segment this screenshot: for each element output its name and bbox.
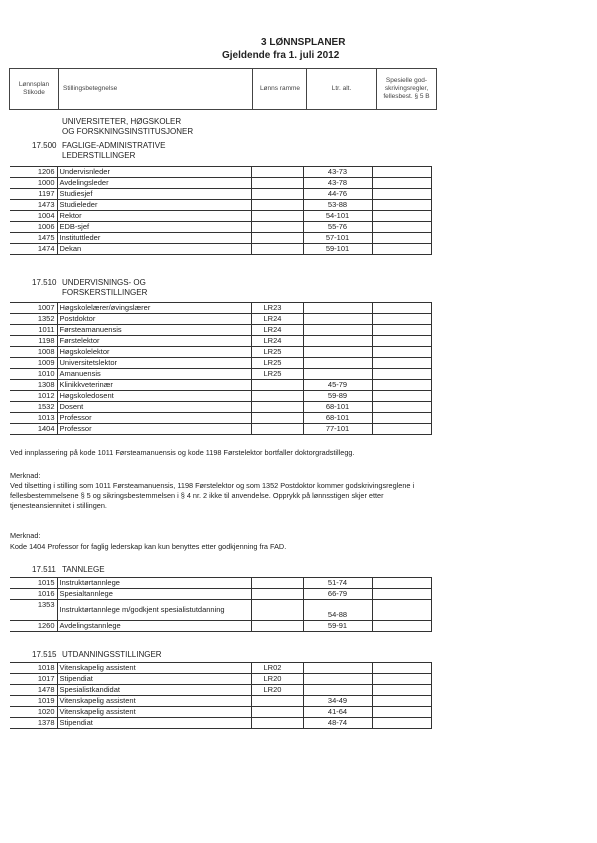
row-title: Vitenskapelig assistent	[57, 696, 251, 707]
row-lonnsramme	[251, 578, 303, 589]
table-row	[10, 178, 431, 189]
row-ltr: 57-101	[303, 233, 372, 244]
row-ltr: 54-101	[303, 211, 372, 222]
row-code: 1004	[10, 211, 57, 222]
page-title: 3 LØNNSPLANER	[261, 37, 346, 48]
section1-title: UNIVERSITETER, HØGSKOLER OG FORSKNINGSINSTITUSJONER	[62, 117, 194, 136]
row-lonnsramme: LR25	[251, 358, 303, 369]
row-code: 1013	[10, 413, 57, 424]
row-lonnsramme	[251, 211, 303, 222]
row-ltr	[303, 347, 372, 358]
row-lonnsramme	[251, 233, 303, 244]
table-row	[10, 222, 431, 233]
table-row	[10, 663, 431, 674]
table-row	[10, 303, 431, 314]
table-row	[10, 336, 431, 347]
col-lonnsplan: Lønnsplan Stikode	[10, 69, 59, 109]
row-ltr	[303, 369, 372, 380]
row-title: Instruktørtannlege	[57, 578, 251, 589]
table-row	[10, 380, 431, 391]
row-lonnsramme	[251, 222, 303, 233]
table-row	[10, 200, 431, 211]
row-ltr	[303, 685, 372, 696]
row-spesielle	[372, 621, 431, 632]
row-lonnsramme: LR20	[251, 685, 303, 696]
note-3-label: Merknad:	[10, 531, 41, 540]
table-row	[10, 325, 431, 336]
table-row	[10, 718, 431, 729]
row-code: 1015	[10, 578, 57, 589]
row-spesielle	[372, 211, 431, 222]
row-ltr	[303, 325, 372, 336]
col-ltr: Ltr. alt.	[307, 69, 377, 109]
table-row	[10, 391, 431, 402]
table-row	[10, 314, 431, 325]
row-code: 1353	[10, 600, 57, 621]
row-title: Høgskolelektor	[57, 347, 251, 358]
section2-code: 17.510	[32, 278, 57, 287]
row-ltr: 59-101	[303, 244, 372, 255]
table-teaching	[10, 302, 432, 435]
row-title: Spesialistkandidat	[57, 685, 251, 696]
row-ltr	[303, 336, 372, 347]
row-title: Vitenskapelig assistent	[57, 663, 251, 674]
table-row	[10, 600, 431, 621]
row-ltr: 59-89	[303, 391, 372, 402]
row-title: Dekan	[57, 244, 251, 255]
row-spesielle	[372, 600, 431, 621]
row-lonnsramme	[251, 391, 303, 402]
row-title: Dosent	[57, 402, 251, 413]
row-spesielle	[372, 200, 431, 211]
row-ltr: 54-88	[303, 600, 372, 621]
row-title: Studiesjef	[57, 189, 251, 200]
row-title: Stipendiat	[57, 674, 251, 685]
row-spesielle	[372, 222, 431, 233]
row-ltr	[303, 314, 372, 325]
row-lonnsramme	[251, 413, 303, 424]
row-lonnsramme: LR24	[251, 325, 303, 336]
row-spesielle	[372, 358, 431, 369]
row-lonnsramme: LR20	[251, 674, 303, 685]
row-lonnsramme: LR25	[251, 347, 303, 358]
row-spesielle	[372, 369, 431, 380]
row-title: Stipendiat	[57, 718, 251, 729]
row-lonnsramme: LR02	[251, 663, 303, 674]
section3-code: 17.511	[32, 565, 56, 574]
row-title: Undervisnleder	[57, 167, 251, 178]
row-spesielle	[372, 685, 431, 696]
row-title: Professor	[57, 413, 251, 424]
table-row	[10, 696, 431, 707]
note-2: Ved tilsetting i stilling som 1011 Førsteamanuensis, 1198 Førstelektor og som 1352 Postdoktor kommer godskrivingsreglene i fellesbestemmelsene § 5 og sikringsbestemmelsen i § 4 nr. 2 ikke til anvendelse. Opprykk på lønnsstigen skjer etter tjenesteansiennitet i stillingen.	[10, 481, 415, 510]
row-ltr: 45-79	[303, 380, 372, 391]
row-code: 1011	[10, 325, 57, 336]
row-code: 1000	[10, 178, 57, 189]
row-lonnsramme	[251, 696, 303, 707]
table-row	[10, 369, 431, 380]
row-spesielle	[372, 325, 431, 336]
row-ltr	[303, 303, 372, 314]
row-spesielle	[372, 663, 431, 674]
row-title: Høgskoledosent	[57, 391, 251, 402]
row-lonnsramme	[251, 178, 303, 189]
row-lonnsramme	[251, 167, 303, 178]
row-title: Rektor	[57, 211, 251, 222]
row-code: 1197	[10, 189, 57, 200]
row-lonnsramme	[251, 621, 303, 632]
row-lonnsramme	[251, 244, 303, 255]
row-code: 1475	[10, 233, 57, 244]
section2-subtitle: UNDERVISNINGS- OG FORSKERSTILLINGER	[62, 278, 148, 297]
row-spesielle	[372, 391, 431, 402]
row-ltr: 48-74	[303, 718, 372, 729]
row-lonnsramme	[251, 200, 303, 211]
note-3: Kode 1404 Professor for faglig lederskap kan kun benyttes etter godkjenning fra FAD.	[10, 542, 287, 551]
row-title: Amanuensis	[57, 369, 251, 380]
table-row	[10, 578, 431, 589]
row-title: Spesialtannlege	[57, 589, 251, 600]
table-row	[10, 621, 431, 632]
table-row	[10, 674, 431, 685]
table-row	[10, 211, 431, 222]
table-row	[10, 347, 431, 358]
table-row	[10, 244, 431, 255]
row-title: Instruktørtannlege m/godkjent spesialistutdanning	[57, 600, 251, 621]
row-code: 1474	[10, 244, 57, 255]
row-code: 1198	[10, 336, 57, 347]
row-code: 1012	[10, 391, 57, 402]
row-lonnsramme	[251, 718, 303, 729]
row-ltr: 43-73	[303, 167, 372, 178]
row-title: EDB-sjef	[57, 222, 251, 233]
note-1: Ved innplassering på kode 1011 Førsteamanuensis og kode 1198 Førstelektor bortfaller doktorgradstillegg.	[10, 448, 355, 457]
row-lonnsramme	[251, 380, 303, 391]
table-row	[10, 167, 431, 178]
section4-code: 17.515	[32, 650, 57, 659]
section1-code: 17.500	[32, 141, 57, 150]
row-lonnsramme: LR23	[251, 303, 303, 314]
row-code: 1378	[10, 718, 57, 729]
table-row	[10, 358, 431, 369]
row-code: 1019	[10, 696, 57, 707]
row-code: 1016	[10, 589, 57, 600]
row-code: 1006	[10, 222, 57, 233]
row-code: 1352	[10, 314, 57, 325]
row-code: 1206	[10, 167, 57, 178]
row-code: 1260	[10, 621, 57, 632]
row-lonnsramme	[251, 402, 303, 413]
section1-subtitle: FAGLIGE-ADMINISTRATIVE LEDERSTILLINGER	[62, 141, 166, 160]
row-spesielle	[372, 380, 431, 391]
table-leaders	[10, 166, 432, 255]
row-spesielle	[372, 589, 431, 600]
column-header	[9, 68, 437, 110]
table-row	[10, 424, 431, 435]
row-ltr: 51-74	[303, 578, 372, 589]
row-title: Professor	[57, 424, 251, 435]
row-spesielle	[372, 424, 431, 435]
table-row	[10, 685, 431, 696]
row-spesielle	[372, 578, 431, 589]
row-title: Universitetslektor	[57, 358, 251, 369]
row-ltr: 66-79	[303, 589, 372, 600]
row-ltr: 41-64	[303, 707, 372, 718]
row-ltr: 43-78	[303, 178, 372, 189]
row-ltr: 77-101	[303, 424, 372, 435]
row-code: 1020	[10, 707, 57, 718]
row-spesielle	[372, 314, 431, 325]
row-title: Avdelingsleder	[57, 178, 251, 189]
row-ltr: 44-76	[303, 189, 372, 200]
row-code: 1473	[10, 200, 57, 211]
note-2-label: Merknad:	[10, 471, 41, 480]
row-ltr: 53-88	[303, 200, 372, 211]
section4-subtitle: UTDANNINGSSTILLINGER	[62, 650, 162, 659]
row-spesielle	[372, 718, 431, 729]
row-code: 1404	[10, 424, 57, 435]
row-code: 1017	[10, 674, 57, 685]
section3-subtitle: TANNLEGE	[62, 565, 105, 574]
row-lonnsramme: LR25	[251, 369, 303, 380]
row-code: 1532	[10, 402, 57, 413]
row-spesielle	[372, 674, 431, 685]
col-spesielle: Spesielle god-skrivingsregler, fellesbest. § 5 B	[383, 77, 430, 100]
row-lonnsramme	[251, 707, 303, 718]
row-spesielle	[372, 167, 431, 178]
row-code: 1009	[10, 358, 57, 369]
row-code: 1308	[10, 380, 57, 391]
row-code: 1478	[10, 685, 57, 696]
row-spesielle	[372, 402, 431, 413]
row-ltr	[303, 358, 372, 369]
row-title: Postdoktor	[57, 314, 251, 325]
row-code: 1018	[10, 663, 57, 674]
table-row	[10, 589, 431, 600]
row-lonnsramme	[251, 189, 303, 200]
row-ltr: 68-101	[303, 413, 372, 424]
row-title: Vitenskapelig assistent	[57, 707, 251, 718]
row-spesielle	[372, 336, 431, 347]
row-ltr: 68-101	[303, 402, 372, 413]
col-stilling: Stillingsbetegnelse	[59, 69, 253, 109]
table-row	[10, 402, 431, 413]
row-lonnsramme	[251, 600, 303, 621]
row-spesielle	[372, 189, 431, 200]
row-spesielle	[372, 244, 431, 255]
row-title: Klinikkveterinær	[57, 380, 251, 391]
row-spesielle	[372, 707, 431, 718]
table-row	[10, 413, 431, 424]
row-title: Avdelingstannlege	[57, 621, 251, 632]
row-ltr: 59-91	[303, 621, 372, 632]
page-subtitle: Gjeldende fra 1. juli 2012	[222, 50, 340, 61]
row-title: Instituttleder	[57, 233, 251, 244]
table-dentist	[10, 577, 432, 632]
col-lonnsramme: Lønns ramme	[254, 69, 307, 109]
row-lonnsramme	[251, 424, 303, 435]
row-code: 1010	[10, 369, 57, 380]
row-lonnsramme: LR24	[251, 314, 303, 325]
row-spesielle	[372, 303, 431, 314]
row-ltr	[303, 663, 372, 674]
row-ltr	[303, 674, 372, 685]
row-code: 1008	[10, 347, 57, 358]
row-ltr: 34-49	[303, 696, 372, 707]
row-spesielle	[372, 413, 431, 424]
table-row	[10, 189, 431, 200]
table-education	[10, 662, 432, 729]
row-title: Høgskolelærer/øvingslærer	[57, 303, 251, 314]
row-spesielle	[372, 233, 431, 244]
row-lonnsramme: LR24	[251, 336, 303, 347]
table-row	[10, 707, 431, 718]
row-title: Førsteamanuensis	[57, 325, 251, 336]
row-ltr: 55-76	[303, 222, 372, 233]
row-spesielle	[372, 696, 431, 707]
row-spesielle	[372, 347, 431, 358]
row-code: 1007	[10, 303, 57, 314]
row-title: Førstelektor	[57, 336, 251, 347]
table-row	[10, 233, 431, 244]
row-title: Studieleder	[57, 200, 251, 211]
row-lonnsramme	[251, 589, 303, 600]
row-spesielle	[372, 178, 431, 189]
